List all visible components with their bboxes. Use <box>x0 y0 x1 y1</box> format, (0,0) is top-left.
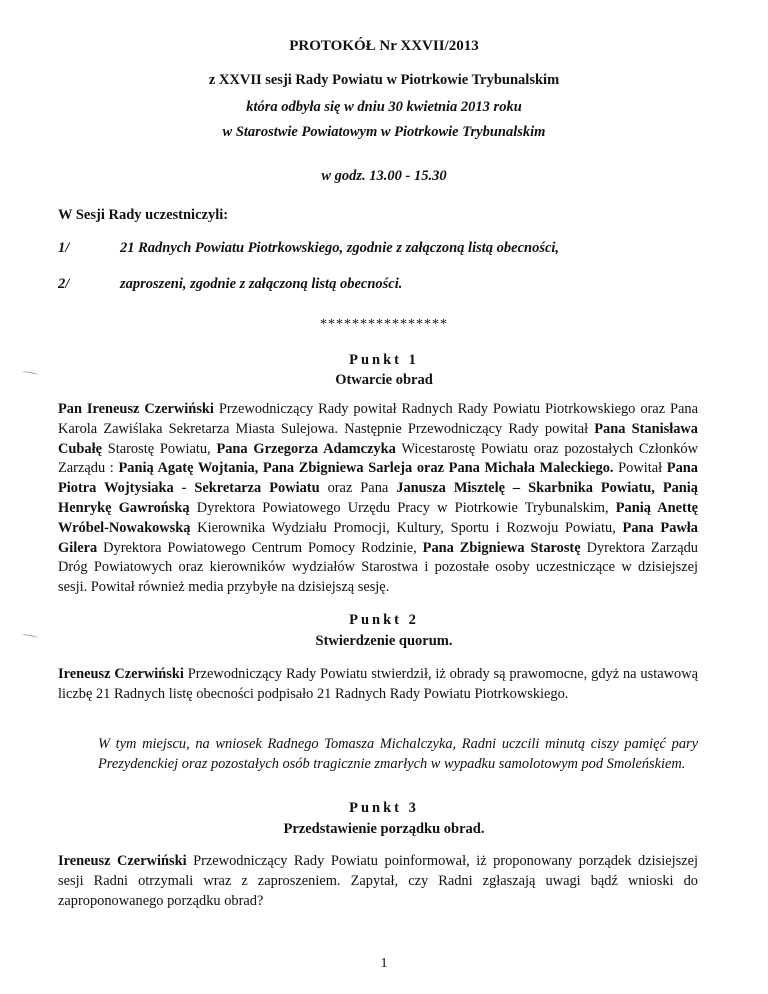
place-line: w Starostwie Powiatowym w Piotrkowie Trybunalskim <box>222 124 546 140</box>
section-1-punkt: Punkt 1 <box>349 352 419 368</box>
time-line: w godz. 13.00 - 15.30 <box>321 168 447 184</box>
section-2-paragraph: Ireneusz Czerwiński Przewodniczący Rady Powiatu stwierdził, iż obrady są prawomocne, gdyż na ustawową liczbę 21 Radnych listę obecności podpisało 21 Radnych Rady Powiatu Piotrkowskiego. <box>58 666 698 702</box>
section-3-title: Przedstawienie porządku obrad. <box>283 821 485 837</box>
section-2-title: Stwierdzenie quorum. <box>315 633 453 649</box>
attendance-item-1-text: 21 Radnych Powiatu Piotrkowskiego, zgodnie z załączoną listą obecności, <box>120 240 560 256</box>
page-number: 1 <box>380 956 388 971</box>
section-1-paragraph: Pan Ireneusz Czerwiński Przewodniczący Rady powitał Radnych Rady Powiatu Piotrkowskiego oraz Pana Karola Zawiślaka Sekretarza Miasta Sulejowa. Następnie Przewodniczący Rady powitał Pana Stanisława Cubałę Starostę Powiatu, Pana Grzegorza Adamczyka Wicestarostę Powiatu oraz pozostałych Członków Zarządu : Panią Agatę Wojtania, Pana Zbigniewa Sarleja oraz Pana Michała Maleckiego. Powitał Pana Piotra Wojtysiaka - Sekretarza Powiatu oraz Pana Janusza Misztelę – Skarbnika Powiatu, Panią Henrykę Gawrońską Dyrektora Powiatowego Urzędu Pracy w Piotrkowie Trybunalskim, Panią Anettę Wróbel-Nowakowską Kierownika Wydziału Promocji, Kultury, Sportu i Rozwoju Powiatu, Pana Pawła Gilera Dyrektora Powiatowego Centrum Pomocy Rodzinie, Pana Zbigniewa Starostę Dyrektora Zarządu Dróg Powiatowych oraz kierowników wydziałów Starostwa i pozostałe osoby uczestniczące w dzisiejszej sesji. Powitał również media przybyłe na dzisiejszą sesję. <box>58 401 699 596</box>
attendance-item-2-num: 2/ <box>58 276 70 292</box>
section-3-paragraph: Ireneusz Czerwiński Przewodniczący Rady Powiatu poinformował, iż proponowany porządek dzisiejszej sesji Radni otrzymali wraz z zaproszeniem. Zapytał, czy Radni zgłaszają uwagi bądź wnioski do zaproponowanego porządku obrad? <box>58 853 698 909</box>
date-line: która odbyła się w dniu 30 kwietnia 2013 roku <box>246 99 522 115</box>
section-2-punkt: Punkt 2 <box>349 612 419 628</box>
separator-stars: **************** <box>320 317 448 332</box>
session-line: z XXVII sesji Rady Powiatu w Piotrkowie Trybunalskim <box>208 72 560 88</box>
section-2-note: W tym miejscu, na wniosek Radnego Tomasza Michalczyka, Radni uczcili minutą ciszy pamięć pary Prezydenckiej oraz pozostałych osób tragicznie zmarłych w wypadku samolotowym pod Smoleńskiem. <box>98 736 698 772</box>
document-title: PROTOKÓŁ Nr XXVII/2013 <box>289 38 479 54</box>
attendance-item-2-text: zaproszeni, zgodnie z załączoną listą obecności. <box>120 276 403 292</box>
attendance-item-1-num: 1/ <box>58 240 70 256</box>
attendance-heading: W Sesji Rady uczestniczyli: <box>58 207 229 223</box>
section-1-title: Otwarcie obrad <box>335 372 433 388</box>
section-3-punkt: Punkt 3 <box>349 800 419 816</box>
